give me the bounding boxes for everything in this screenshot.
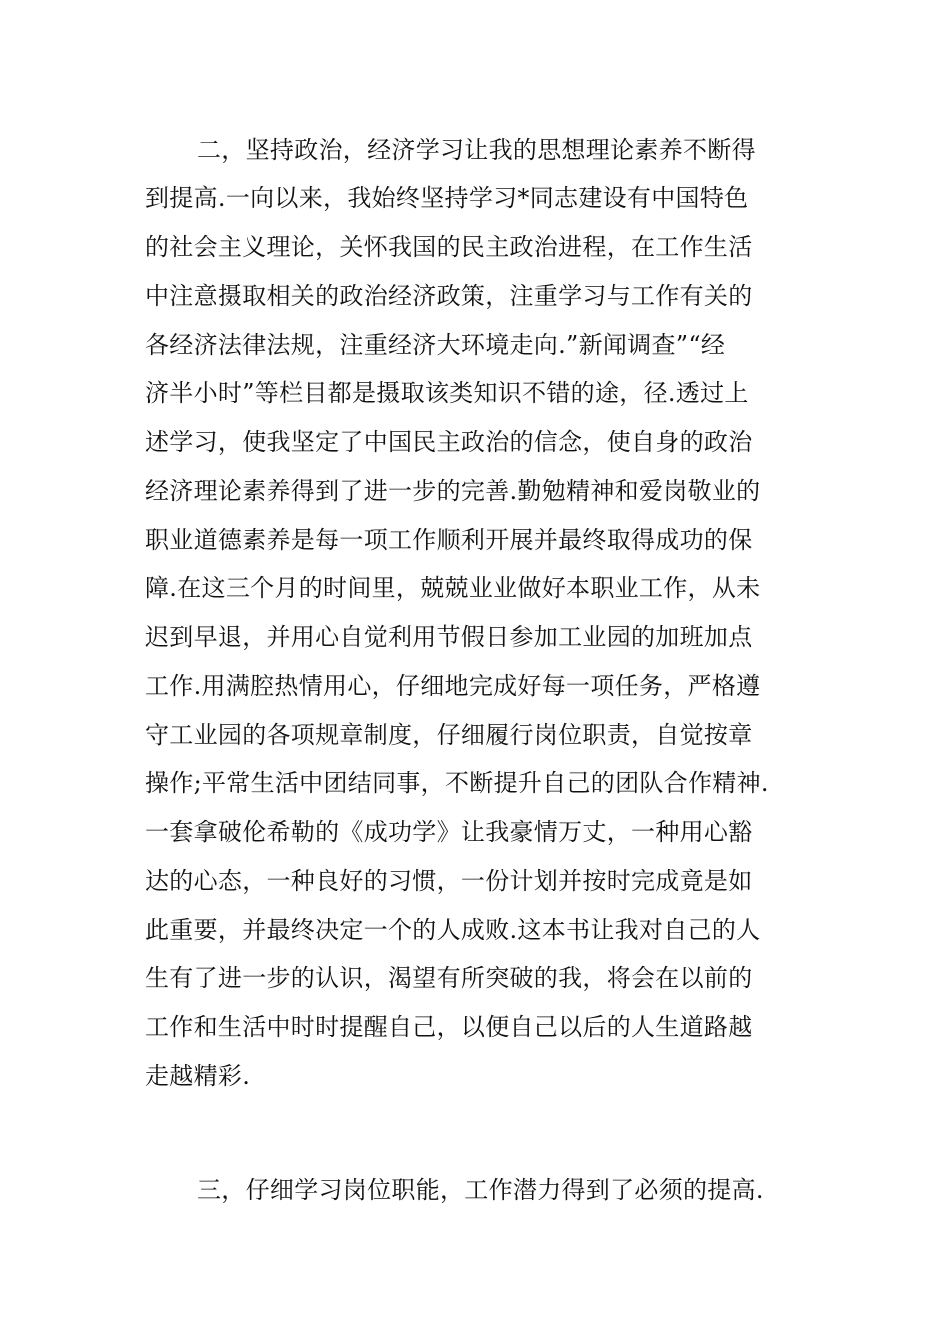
paragraph-line: 中注意摄取相关的政治经济政策，注重学习与工作有关的	[145, 282, 753, 310]
paragraph-line: 生有了进一步的认识，渴望有所突破的我，将会在以前的	[145, 964, 753, 992]
paragraph-line: 迟到早退，并用心自觉利用节假日参加工业园的加班加点	[145, 623, 753, 651]
paragraph-line: 职业道德素养是每一项工作顺利开展并最终取得成功的保	[145, 526, 753, 554]
paragraph-line: 操作;平常生活中团结同事，不断提升自己的团队合作精神.	[145, 769, 769, 797]
paragraph-line: 此重要，并最终决定一个的人成败.这本书让我对自己的人	[145, 916, 761, 944]
paragraph-line: 各经济法律法规，注重经济大环境走向.”新闻调查”“经	[145, 331, 726, 359]
paragraph-line: 经济理论素养得到了进一步的完善.勤勉精神和爱岗敬业的	[145, 477, 761, 505]
paragraph-line: 工作.用满腔热情用心，仔细地完成好每一项任务，严格遵	[145, 672, 761, 700]
paragraph-line: 走越精彩.	[145, 1062, 251, 1090]
paragraph-line: 工作和生活中时时提醒自己，以便自己以后的人生道路越	[145, 1013, 753, 1041]
paragraph-line: 一套拿破伦希勒的《成功学》让我豪情万丈，一种用心豁	[145, 818, 753, 846]
paragraph-line: 障.在这三个月的时间里，兢兢业业做好本职业工作，从未	[145, 574, 761, 602]
paragraph-line: 到提高.一向以来，我始终坚持学习*同志建设有中国特色	[145, 184, 749, 212]
paragraph-line: 达的心态，一种良好的习惯，一份计划并按时完成竟是如	[145, 867, 753, 895]
paragraph-line: 济半小时”等栏目都是摄取该类知识不错的途，径.透过上	[145, 379, 749, 407]
paragraph-line: 三，仔细学习岗位职能，工作潜力得到了必须的提高.	[197, 1176, 764, 1204]
paragraph-line: 的社会主义理论，关怀我国的民主政治进程，在工作生活	[145, 233, 753, 261]
paragraph-line: 二，坚持政治，经济学习让我的思想理论素养不断得	[197, 136, 756, 164]
paragraph-line: 守工业园的各项规章制度，仔细履行岗位职责，自觉按章	[145, 721, 753, 749]
paragraph-line: 述学习，使我坚定了中国民主政治的信念，使自身的政治	[145, 428, 753, 456]
